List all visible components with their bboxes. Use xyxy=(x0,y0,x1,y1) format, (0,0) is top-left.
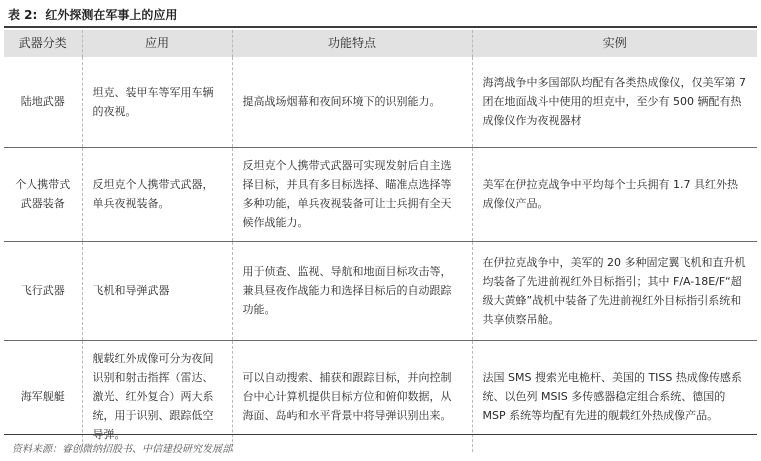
cell-features: 用于侦查、监视、导航和地面目标攻击等，兼具昼夜作战能力和选择目标后的自动跟踪功能。 xyxy=(232,241,472,340)
cell-application: 坦克、装甲车等军用车辆的夜视。 xyxy=(82,57,232,147)
bottom-rule xyxy=(4,434,757,435)
caption-label: 表 2: xyxy=(8,8,38,22)
table-row xyxy=(4,241,757,340)
military-infrared-table xyxy=(4,30,757,452)
top-rule xyxy=(4,26,757,28)
header-application: 应用 xyxy=(82,30,232,57)
header-features: 功能特点 xyxy=(232,30,472,57)
cell-example: 美军在伊拉克战争中平均每个士兵拥有 1.7 具红外热成像仪产品。 xyxy=(472,147,757,241)
cell-example: 海湾战争中多国部队均配有各类热成像仪，仅美军第 7 团在地面战斗中使用的坦克中，至少有 500 辆配有热成像仪作为夜视器材 xyxy=(472,57,757,147)
table-row xyxy=(4,147,757,241)
caption-title: 红外探测在军事上的应用 xyxy=(45,8,178,22)
cell-application: 舰载红外成像可分为夜间识别和射击指挥（雷达、激光、红外复合）两大系统，用于识别、跟踪低空导弹。 xyxy=(82,340,232,452)
cell-category: 海军舰艇 xyxy=(20,389,65,403)
header-category: 武器分类 xyxy=(4,30,82,57)
cell-example: 在伊拉克战争中，美军的 20 多种固定翼飞机和直升机均装备了先进前视红外目标指引；其中 F/A-18E/F“超级大黄蜂”战机中装备了先进前视红外目标指引系统和共享侦察吊舱。 xyxy=(472,241,757,340)
cell-category: 陆地武器 xyxy=(4,57,82,147)
header-example: 实例 xyxy=(472,30,757,57)
cell-application: 反坦克个人携带式武器，单兵夜视装备。 xyxy=(82,147,232,241)
table-header-row xyxy=(4,30,757,57)
cell-category: 个人携带式武器装备 xyxy=(4,147,82,241)
table-caption xyxy=(8,6,177,24)
table-row xyxy=(4,340,757,452)
table-row xyxy=(4,57,757,147)
cell-example: 法国 SMS 搜索光电桅杆、美国的 TISS 热成像传感系统、以色列 MSIS 多传感器稳定组合系统、德国的 MSP 系统等均配有先进的舰载红外热成像产品。 xyxy=(472,340,757,452)
source-note: 资料来源：睿创微纳招股书、中信建投研究发展部 xyxy=(12,444,232,455)
cell-features: 反坦克个人携带式武器可实现发射后自主选择目标，并具有多目标选择、瞄准点选择等多种功能，单兵夜视装备可让士兵拥有全天候作战能力。 xyxy=(232,147,472,241)
cell-features: 提高战场烟幕和夜间环境下的识别能力。 xyxy=(232,57,472,147)
cell-features: 可以自动搜索、捕获和跟踪目标，并向控制台中心计算机提供目标方位和俯仰数据，从海面、岛屿和水平背景中将导弹识别出来。 xyxy=(232,340,472,452)
cell-category: 飞行武器 xyxy=(4,241,82,340)
cell-application: 飞机和导弹武器 xyxy=(82,241,232,340)
